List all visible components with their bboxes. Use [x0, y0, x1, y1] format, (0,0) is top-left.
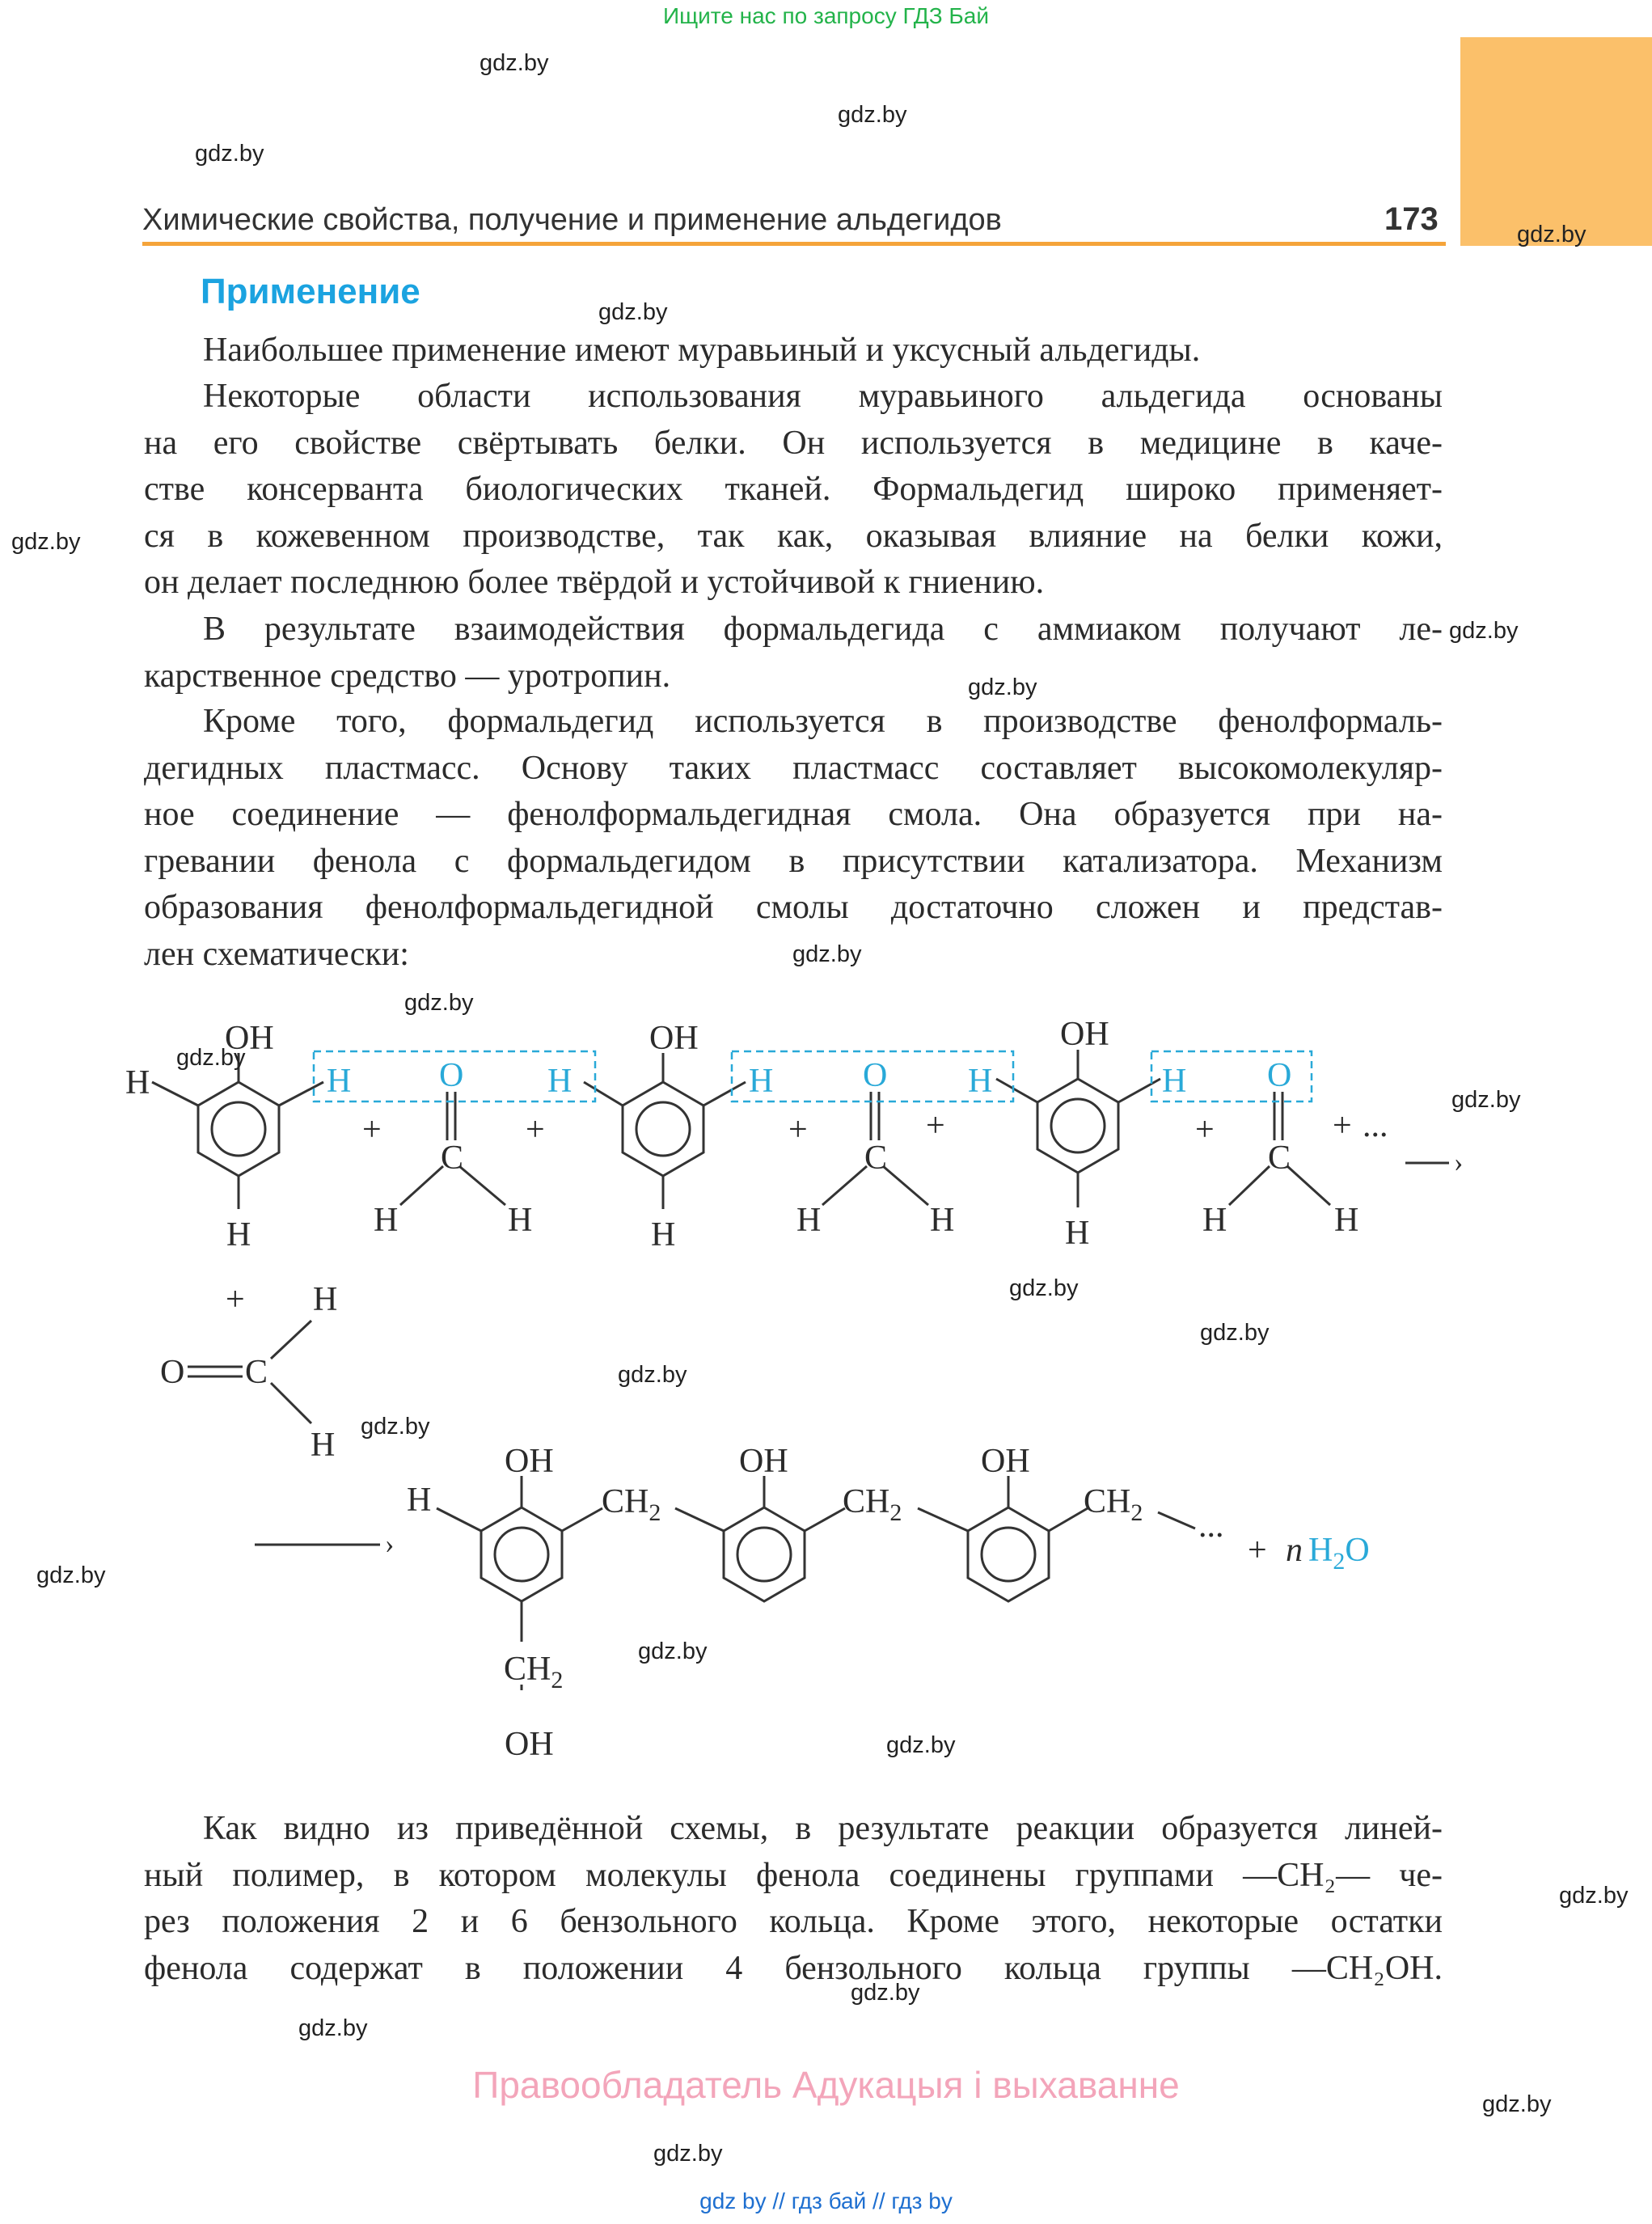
oh-label: OH	[649, 1020, 699, 1057]
watermark: gdz.by	[968, 674, 1037, 700]
section-title: Применение	[201, 272, 420, 311]
arrow-head: ›	[1454, 1148, 1464, 1178]
h-label-highlight: H	[547, 1063, 572, 1100]
arrow-head: ›	[385, 1529, 395, 1559]
c-label: C	[441, 1139, 464, 1177]
plus-sign: +	[226, 1281, 245, 1318]
oh-label: OH	[739, 1443, 788, 1480]
plus-sign: +	[1333, 1107, 1352, 1144]
watermark: gdz.by	[1449, 618, 1519, 644]
oh-label: OH	[1060, 1016, 1109, 1053]
phenol-ring-3	[996, 1050, 1160, 1207]
text-line: гревании фенола с формальдегидом в присутствии катализатора. Механизм	[144, 842, 1443, 880]
h-label-highlight: H	[968, 1063, 993, 1100]
paragraph-2	[144, 374, 1443, 607]
text-line: дегидных пластмасс. Основу таких пластмасс составляет высокомолекуляр-	[144, 749, 1443, 787]
text-line: ся в кожевенном производстве, так как, оказывая влияние на белки кожи,	[144, 517, 1443, 555]
watermark: gdz.by	[1451, 1087, 1521, 1113]
watermark: gdz.by	[1200, 1320, 1270, 1346]
water-formula: $H_2O$	[1308, 1532, 1370, 1575]
watermark: gdz.by	[598, 299, 668, 325]
h-label: H	[930, 1202, 955, 1239]
watermark: gdz.by	[480, 50, 549, 76]
text-line: В результате взаимодействия формальдегида с аммиаком получают ле-	[203, 611, 1443, 648]
watermark: gdz.by	[618, 1362, 687, 1388]
watermark: gdz.by	[195, 141, 264, 167]
watermark: gdz.by	[404, 990, 474, 1016]
h-label: H	[311, 1427, 336, 1464]
plus-sign: +	[362, 1111, 382, 1148]
watermark: gdz.by	[1009, 1275, 1079, 1301]
plus-sign: +	[1195, 1111, 1215, 1148]
h-label: H	[1065, 1215, 1090, 1252]
text-line: стве консерванта биологических тканей. Формальдегид широко применяет-	[144, 471, 1443, 508]
text-line: Наибольшее применение имеют муравьиный и уксусный альдегиды.	[203, 332, 1201, 369]
h-label: H	[1202, 1202, 1227, 1239]
oh-label: OH	[225, 1020, 274, 1057]
ch2-label: $CH_2$	[602, 1483, 661, 1526]
h-label: H	[796, 1202, 822, 1239]
h-label: H	[651, 1216, 676, 1254]
text-line: фенола содержат в положении 4 бензольного кольца группы —CH₂OH.	[144, 1949, 1443, 1987]
page-number: 173	[1384, 201, 1439, 237]
h-label-highlight: H	[1162, 1063, 1187, 1100]
watermark: gdz.by	[851, 1980, 920, 2006]
text-line: ное соединение — фенолформальдегидная смола. Она образуется при на-	[144, 796, 1443, 833]
h-label: H	[508, 1202, 533, 1239]
paragraph-1	[144, 328, 1443, 374]
phenol-ring-1	[152, 1053, 323, 1209]
text-line: на его свойстве свёртывать белки. Он используется в медицине в каче-	[144, 424, 1443, 462]
paragraph-4	[144, 699, 1443, 978]
watermark: gdz.by	[298, 2015, 368, 2041]
text-line: карственное средство — уротропин.	[144, 657, 671, 695]
watermark: gdz.by	[176, 1045, 246, 1071]
text-line: образования фенолформальдегидной смолы достаточно сложен и представ-	[144, 889, 1443, 926]
reaction-scheme	[0, 979, 1652, 1787]
plus-sign: +	[526, 1111, 545, 1148]
h-label: H	[313, 1281, 338, 1318]
paragraph-closing	[144, 1806, 1443, 1992]
watermark: gdz.by	[1559, 1883, 1629, 1909]
text-line: он делает последнюю более твёрдой и устойчивой к гниению.	[144, 564, 1045, 601]
plus-sign: +	[1248, 1532, 1267, 1569]
plus-sign: +	[926, 1107, 945, 1144]
product-ring-2	[675, 1476, 845, 1601]
plus-sign: +	[788, 1111, 808, 1148]
text-line: ный полимер, в котором молекулы фенола соединены группами —CH₂— че-	[144, 1856, 1443, 1894]
header-rule	[142, 242, 1446, 246]
ellipsis: ...	[1198, 1507, 1224, 1545]
c-label: C	[1268, 1139, 1291, 1177]
text-line: Некоторые области использования муравьиного альдегида основаны	[203, 378, 1443, 415]
o-label-highlight: O	[439, 1057, 464, 1094]
phenol-ring-2	[584, 1053, 746, 1209]
ch2-label: $CH_2$	[843, 1483, 902, 1526]
oh-label: OH	[505, 1443, 554, 1480]
running-header: Химические свойства, получение и применение альдегидов	[142, 203, 1002, 237]
top-search-note: Ищите нас по запросу ГДЗ Бай	[662, 3, 990, 28]
text-line: рез положения 2 и 6 бензольного кольца. Кроме этого, некоторые остатки	[144, 1903, 1443, 1940]
watermark: gdz.by	[361, 1414, 430, 1440]
o-label-highlight: O	[863, 1057, 888, 1094]
chapter-tab	[1460, 37, 1652, 246]
watermark: gdz.by	[653, 2141, 723, 2167]
h-label-highlight: H	[327, 1063, 352, 1100]
h-label: H	[1334, 1202, 1359, 1239]
watermark: gdz.by	[638, 1638, 708, 1664]
o-label: O	[160, 1354, 185, 1391]
c-label: C	[245, 1354, 268, 1391]
copyright-note: Правообладатель Адукацыя і выхаванне	[472, 2064, 1180, 2106]
bottom-links[interactable]: gdz by // гдз бай // гдз by	[699, 2188, 953, 2213]
h-label-highlight: H	[749, 1063, 774, 1100]
watermark: gdz.by	[1517, 222, 1587, 247]
watermark: gdz.by	[1482, 2091, 1552, 2117]
h-label: H	[407, 1482, 432, 1519]
h-label: H	[125, 1064, 150, 1101]
product-ring-3	[918, 1476, 1195, 1601]
oh-label: OH	[505, 1726, 554, 1763]
h-label: H	[374, 1202, 399, 1239]
oh-label: OH	[981, 1443, 1030, 1480]
text-line: лен схематически:	[144, 935, 409, 973]
text-line: Как видно из приведённой схемы, в результате реакции образуется линей-	[203, 1810, 1443, 1847]
ch2-label: $CH_2$	[1084, 1483, 1143, 1526]
o-label-highlight: O	[1267, 1057, 1292, 1094]
watermark: gdz.by	[838, 102, 907, 128]
paragraph-3	[144, 607, 1443, 700]
text-line: Кроме того, формальдегид используется в производстве фенолформаль-	[203, 703, 1443, 740]
c-label: C	[864, 1139, 888, 1177]
ellipsis: ...	[1363, 1107, 1388, 1144]
n-coefficient: n	[1286, 1532, 1303, 1569]
watermark: gdz.by	[36, 1562, 106, 1588]
watermark: gdz.by	[792, 941, 862, 967]
ch2-label: $CH_2$	[504, 1651, 564, 1693]
watermark: gdz.by	[886, 1732, 956, 1758]
watermark: gdz.by	[11, 529, 81, 555]
h-label: H	[226, 1216, 251, 1254]
